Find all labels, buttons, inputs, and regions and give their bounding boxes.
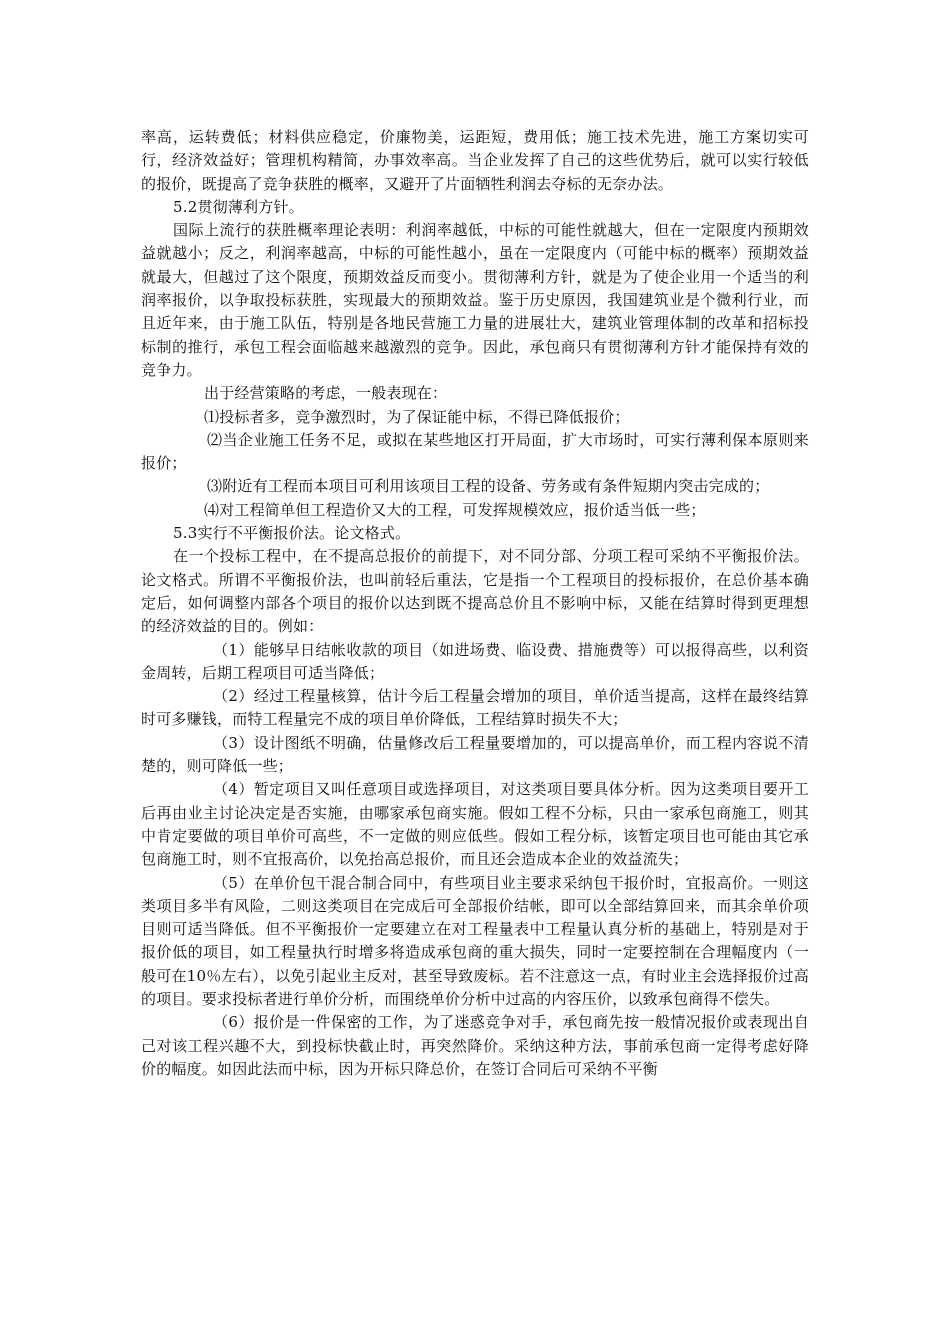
list-item-4: ⑷对工程简单但工程造价又大的工程，可发挥规模效应，报价适当低一些； — [204, 500, 706, 519]
paragraph-advantages: 率高，运转费低；材料供应稳定，价廉物美，运距短，费用低；施工技术先进，施工方案切实可行，经济效益好；管理机构精简，办事效率高。当企业发挥了自己的这些优势后，就可以实行较低的报价，既提高了竞争获胜的概率，又避开了片面牺牲利润去夺标的无奈办法。 — [141, 128, 809, 193]
document-page — [141, 126, 809, 1081]
section-heading-5-2: 5.2贯彻薄利方针。 — [173, 197, 304, 216]
example-item-3: （3）设计图纸不明确，估量修改后工程量要增加的，可以提高单价，而工程内容说不清楚的，则可降低一些； — [141, 733, 809, 776]
list-item-1: ⑴投标者多，竞争激烈时，为了保证能中标，不得已降低报价； — [204, 407, 630, 426]
paragraph-strategy-intro: 出于经营策略的考虑，一般表现在： — [204, 384, 448, 403]
paragraph-win-probability: 国际上流行的获胜概率理论表明：利润率越低，中标的可能性就越大，但在一定限度内预期效益就越小；反之，利润率越高，中标的可能性越小，虽在一定限度内（可能中标的概率）预期效益就最大，但越过了这个限度，预期效益反而变小。贯彻薄利方针，就是为了使企业用一个适当的利润率报价，以争取投标获胜，实现最大的预期效益。鉴于历史原因，我国建筑业是个微利行业，而且近年来，由于施工队伍，特别是各地民营施工力量的进展壮大，建筑业管理体制的改革和招标投标制的推行，承包工程会面临越来越激烈的竞争。因此，承包商只有贯彻薄利方针才能保持有效的竞争力。 — [141, 221, 809, 379]
section-heading-5-3: 5.3实行不平衡报价法。论文格式。 — [173, 524, 411, 543]
paragraph-unbalanced-bid: 在一个投标工程中，在不提高总报价的前提下，对不同分部、分项工程可采纳不平衡报价法。论文格式。所谓不平衡报价法，也叫前轻后重法，它是指一个工程项目的投标报价，在总价基本确定后，如何调整内部各个项目的报价以达到既不提高总价且不影响中标，又能在结算时得到更理想的经济效益的目的。例如： — [141, 547, 809, 636]
example-item-5: （5）在单价包干混合制合同中，有些项目业主要求采纳包干报价时，宜报高价。一则这类项目多半有风险，二则这类项目在完成后可全部报价结帐，即可以全部结算回来，而其余单价项目则可适当降低。但不平衡报价一定要建立在对工程量表中工程量认真分析的基础上，特别是对于报价低的项目，如工程量执行时增多将造成承包商的重大损失，同时一定要控制在合理幅度内（一般可在10％左右），以免引起业主反对，甚至导致废标。若不注意这一点，有时业主会选择报价过高的项目。要求投标者进行单价分析，而围绕单价分析中过高的内容压价，以致承包商得不偿失。 — [141, 873, 809, 1008]
list-item-2: ⑵当企业施工任务不足，或拟在某些地区打开局面，扩大市场时，可实行薄利保本原则来报价； — [141, 430, 809, 473]
example-item-4: （4）暂定项目又叫任意项目或选择项目，对这类项目要具体分析。因为这类项目要开工后再由业主讨论决定是否实施，由哪家承包商实施。假如工程不分标，只由一家承包商施工，则其中肯定要做的项目单价可高些，不一定做的则应低些。假如工程分标，该暂定项目也可能由其它承包商施工时，则不宜报高价，以免抬高总报价，而且还会造成本企业的效益流失； — [141, 780, 809, 869]
example-item-6: （6）报价是一件保密的工作，为了迷惑竞争对手，承包商先按一般情况报价或表现出自己对该工程兴趣不大，到投标快截止时，再突然降价。采纳这种方法，事前承包商一定得考虑好降价的幅度。如因此法而中标，因为开标只降总价，在签订合同后可采纳不平衡 — [141, 1013, 809, 1078]
example-item-1: （1）能够早日结帐收款的项目（如进场费、临设费、措施费等）可以报得高些，以利资金周转，后期工程项目可适当降低； — [141, 640, 809, 682]
example-item-2: （2）经过工程量核算，估计今后工程量会增加的项目，单价适当提高，这样在最终结算时可多赚钱，而特工程量完不成的项目单价降低，工程结算时损失不大； — [141, 687, 809, 729]
list-item-3: ⑶附近有工程而本项目可利用该项目工程的设备、劳务或有条件短期内突击完成的； — [207, 477, 770, 496]
